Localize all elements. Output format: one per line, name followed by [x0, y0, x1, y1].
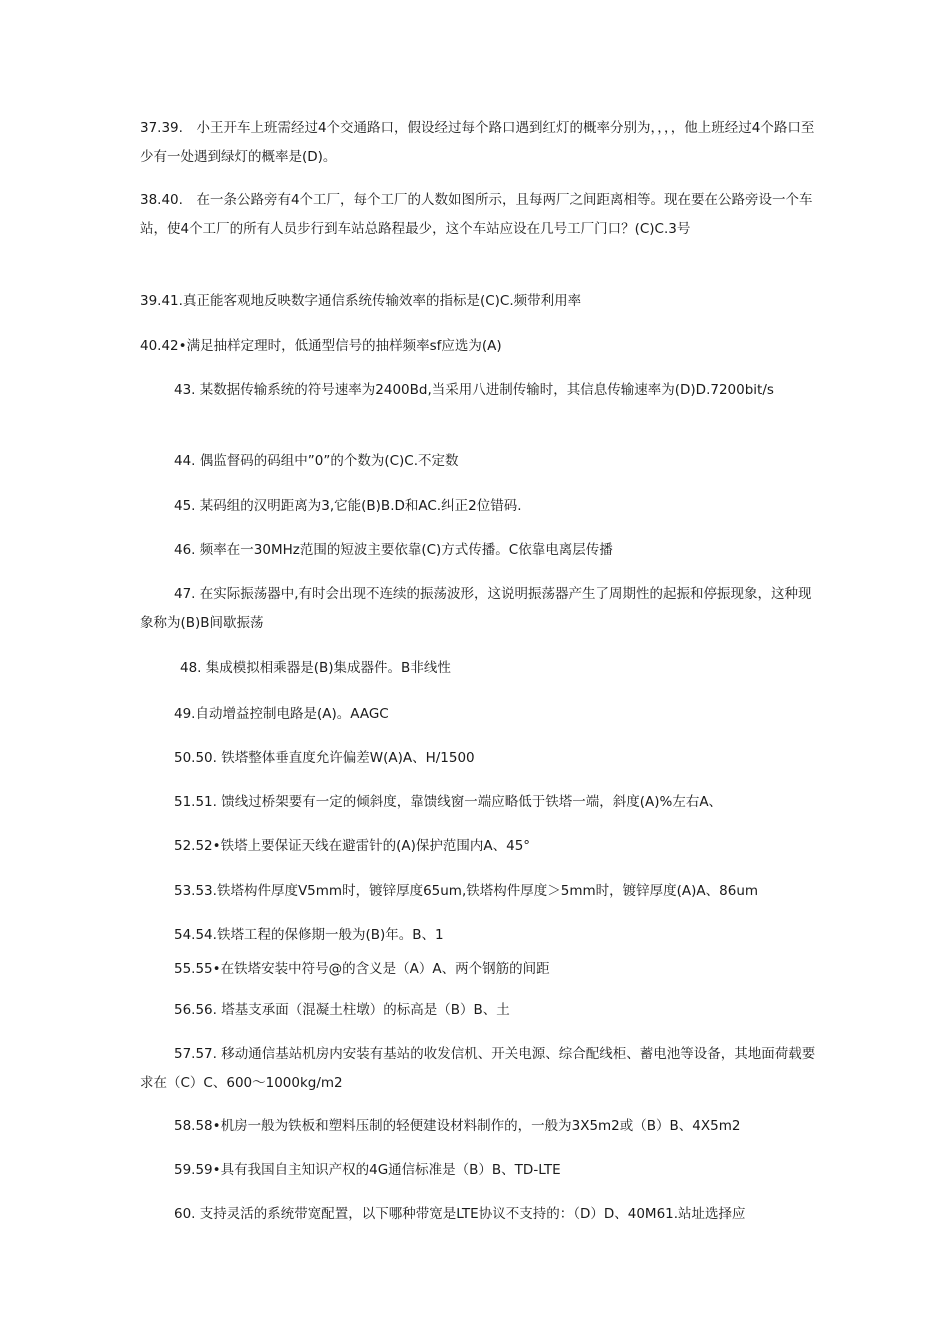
question-44: 44. 偶监督码的码组中”0”的个数为(C)C.不定数	[174, 453, 459, 469]
question-58: 58.58•机房一般为铁板和塑料压制的轻便建设材料制作的，一般为3X5m2或（B）B、4X5m2	[174, 1118, 741, 1134]
question-47: 47. 在实际振荡器中,有时会出现不连续的振荡波形，这说明振荡器产生了周期性的起振和停振现象，这种现象称为(B)B间歇振荡	[140, 586, 812, 631]
question-39: 39.41.真正能客观地反映数字通信系统传输效率的指标是(C)C.频带利用率	[140, 293, 582, 309]
question-49: 49.自动增益控制电路是(A)。AAGC	[174, 706, 389, 722]
question-38: 38.40. 在一条公路旁有4个工厂，每个工厂的人数如图所示，且每两厂之间距离相等。现在要在公路旁设一个车站，使4个工厂的所有人员步行到车站总路程最少，这个车站应设在几号工厂门口？(C)C.3号	[140, 192, 813, 237]
question-52: 52.52•铁塔上要保证天线在避雷针的(A)保护范围内A、45°	[174, 838, 531, 854]
question-56: 56.56. 塔基支承面（混凝土柱墩）的标高是（B）B、土	[174, 1002, 510, 1018]
question-54: 54.54.铁塔工程的保修期一般为(B)年。B、1	[174, 927, 444, 943]
question-50: 50.50. 铁塔整体垂直度允许偏差W(A)A、H/1500	[174, 750, 475, 766]
question-59: 59.59•具有我国自主知识产权的4G通信标准是（B）B、TD-LTE	[174, 1162, 561, 1178]
question-37: 37.39. 小王开车上班需经过4个交通路口，假设经过每个路口遇到红灯的概率分别为，，，，他上班经过4个路口至少有一处遇到绿灯的概率是(D)。	[140, 120, 815, 165]
question-57: 57.57. 移动通信基站机房内安装有基站的收发信机、开关电源、综合配线柜、蓄电池等设备，其地面荷载要求在（C）C、600〜1000kg/m2	[140, 1046, 816, 1091]
question-51: 51.51. 馈线过桥架要有一定的倾斜度，靠馈线窗一端应略低于铁塔一端，斜度(A)%左右A、	[174, 794, 723, 810]
question-45: 45. 某码组的汉明距离为3,它能(B)B.D和AC.纠正2位错码.	[174, 498, 522, 514]
question-46: 46. 频率在一30MHz范围的短波主要依靠(C)方式传播。C依靠电离层传播	[174, 542, 613, 558]
question-40: 40.42•满足抽样定理时，低通型信号的抽样频率sf应选为(A)	[140, 338, 502, 354]
question-53: 53.53.铁塔构件厚度V5mm时，镀锌厚度65um,铁塔构件厚度＞5mm时，镀锌厚度(A)A、86um	[174, 883, 759, 899]
question-43: 43. 某数据传输系统的符号速率为2400Bd,当采用八进制传输时，其信息传输速率为(D)D.7200bit/s	[174, 382, 774, 398]
question-60: 60. 支持灵活的系统带宽配置，以下哪种带宽是LTE协议不支持的：（D）D、40M61.站址选择应	[174, 1206, 746, 1222]
question-48: 48. 集成模拟相乘器是(B)集成器件。B非线性	[180, 660, 451, 676]
question-55: 55.55•在铁塔安装中符号@的含义是（A）A、两个钢筋的间距	[174, 961, 550, 977]
